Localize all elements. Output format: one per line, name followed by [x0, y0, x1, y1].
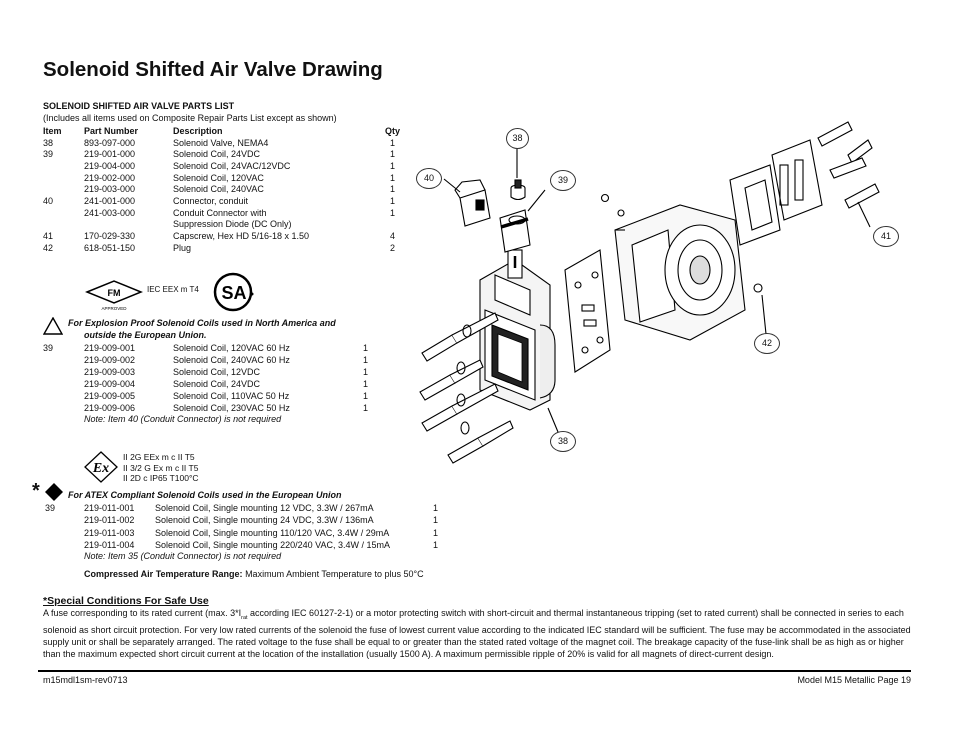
special-text-b: according IEC 60127-2-1) or a motor protecting switch with short-circuit and thermal instantaneous tripping (set to rated current) shall be connected in series to each solenoid as short circuit protection. For very low rated currents of the solenoid the fuse of lowest current value according to the indicated IEC standard will be sufficient. The fuse may be accommodated in the associated supply unit or shall be separately arranged. The rated voltage to the fuse shall be equal to or greater than the stated rated voltage of the magnet coil. The breakage capacity of the fuse-link shall be as high as or higher than the maximum expected short circuit current at the location of the installation (usually 1500 A). A maximum permissible ripple of 20% is valid for all magnets of direct-current design.	[43, 608, 911, 659]
cell-desc: Solenoid Valve, NEMA4	[173, 137, 269, 148]
cell-item: 39	[43, 149, 54, 160]
cell-desc: Plug	[173, 242, 192, 253]
cell-desc: Solenoid Coil, Single mounting 110/120 VAC, 3.4W / 29mA	[155, 527, 390, 538]
cell-desc: Solenoid Coil, 24VDC	[173, 149, 261, 160]
cell-desc: Solenoid Coil, Single mounting 220/240 VAC, 3.4W / 15mA	[155, 539, 390, 550]
cell-qty: 1	[433, 503, 439, 513]
cell-desc: Solenoid Coil, 120VAC 60 Hz	[173, 343, 290, 353]
table-row	[43, 539, 463, 551]
cell-item: 42	[43, 242, 54, 253]
solenoid-coil	[500, 210, 530, 252]
cell-qty: 1	[390, 207, 396, 218]
iec-marking: IEC EEX m T4	[147, 285, 199, 294]
callout-38-bottom: 38	[550, 431, 576, 452]
cell-desc: Solenoid Coil, 24VDC	[173, 379, 261, 389]
cell-qty: 1	[390, 160, 396, 171]
cell-desc: Solenoid Coil, 240VAC 60 Hz	[173, 355, 290, 365]
explosion-proof-heading-1: For Explosion Proof Solenoid Coils used in North America and	[68, 318, 336, 328]
cell-qty: 1	[390, 196, 396, 206]
csa-logo	[213, 272, 255, 312]
cell-qty: 1	[363, 355, 369, 365]
capscrews-right	[818, 122, 879, 208]
table-row	[43, 527, 463, 539]
air-temperature-range	[84, 569, 424, 579]
footer-doc-id: m15mdl1sm-rev0713	[43, 675, 128, 685]
cell-qty: 1	[433, 527, 439, 538]
cell-desc: Solenoid Coil, Single mounting 12 VDC, 3.3W / 267mA	[155, 503, 374, 513]
ex-logo-text: Ex	[92, 461, 110, 476]
cell-part: 219-011-001	[84, 503, 135, 513]
cell-part: 219-009-002	[84, 355, 136, 365]
fm-logo-sub: APPROVED	[101, 306, 127, 311]
cell-qty: 1	[390, 137, 396, 148]
fm-approved-logo	[84, 278, 144, 312]
csa-logo-text: SA	[221, 283, 247, 303]
cell-qty: 1	[363, 343, 369, 353]
cell-qty: 1	[390, 184, 396, 195]
footer-page-info: Model M15 Metallic Page 19	[797, 675, 911, 685]
end-cap-plate	[730, 140, 822, 245]
cell-part: 219-001-000	[84, 149, 136, 160]
special-text-a: A fuse corresponding to its rated current (max. 3*I	[43, 608, 242, 618]
cell-qty: 1	[363, 391, 369, 401]
parts-list-subheading: (Includes all items used on Composite Repair Parts List except as shown)	[43, 113, 337, 123]
cell-qty: 1	[363, 367, 369, 377]
atex-marking-line: II 3/2 G Ex m c II T5	[123, 462, 199, 473]
fm-logo-text: FM	[107, 288, 121, 298]
table-row	[43, 514, 463, 526]
callout-42: 42	[754, 333, 780, 354]
warning-triangle-icon	[43, 317, 63, 335]
callout-39: 39	[550, 170, 576, 191]
atex-marking	[123, 452, 199, 484]
cell-desc: Solenoid Coil, 12VDC	[173, 367, 261, 377]
cell-qty: 1	[363, 379, 369, 389]
callout-40: 40	[416, 168, 442, 189]
callout-38-top: 38	[506, 128, 529, 149]
table-row	[43, 502, 463, 514]
cell-qty: 1	[363, 403, 369, 413]
callout-41: 41	[873, 226, 899, 247]
atex-note: Note: Item 35 (Conduit Connector) is not required	[84, 551, 282, 561]
valve-block	[615, 205, 745, 340]
col-description: Description	[173, 126, 223, 136]
col-qty: Qty	[385, 126, 401, 136]
diamond-icon	[45, 483, 63, 501]
col-part-number: Part Number	[84, 126, 139, 136]
cell-item: 39	[45, 503, 56, 513]
atex-marking-line: II 2D c IP65 T100°C	[123, 473, 199, 483]
cell-part: 219-004-000	[84, 160, 136, 171]
cell-part: 219-009-001	[84, 343, 136, 353]
air-temp-value: Maximum Ambient Temperature to plus 50°C	[245, 569, 424, 579]
page-title: Solenoid Shifted Air Valve Drawing	[43, 58, 383, 81]
coil-nut	[511, 180, 525, 200]
cell-item: 41	[43, 231, 54, 242]
cell-desc: Capscrew, Hex HD 5/16-18 x 1.50	[173, 231, 310, 242]
special-subscript: rat	[241, 614, 248, 621]
cell-qty: 1	[390, 149, 396, 160]
explosion-proof-note: Note: Item 40 (Conduit Connector) is not required	[84, 414, 282, 424]
parts-list-header	[43, 125, 403, 137]
cell-qty: 1	[433, 539, 439, 550]
air-temp-label: Compressed Air Temperature Range:	[84, 569, 243, 579]
cell-part: 618-051-150	[84, 242, 136, 253]
cell-part: 241-003-000	[84, 207, 136, 218]
cell-desc: Connector, conduit	[173, 196, 249, 206]
exploded-valve-drawing	[400, 110, 920, 470]
star-symbol: *	[32, 480, 40, 502]
cell-part: 219-011-002	[84, 515, 135, 526]
cell-part: 219-009-005	[84, 391, 136, 401]
conduit-connector	[455, 180, 490, 226]
cell-qty: 1	[433, 515, 439, 526]
cell-desc: Solenoid Coil, 110VAC 50 Hz	[173, 391, 290, 401]
parts-list-heading: SOLENOID SHIFTED AIR VALVE PARTS LIST	[43, 101, 235, 111]
cell-part: 219-003-000	[84, 184, 136, 195]
special-conditions-heading: *Special Conditions For Safe Use	[43, 595, 209, 607]
gasket-plate	[565, 250, 610, 372]
cell-item: 39	[43, 343, 54, 353]
ex-atex-logo	[84, 451, 118, 483]
cell-desc: Suppression Diode (DC Only)	[173, 219, 292, 230]
cell-part: 219-009-003	[84, 367, 136, 377]
special-conditions-text	[43, 607, 911, 660]
cell-item: 40	[43, 196, 54, 206]
cell-qty: 2	[390, 242, 396, 253]
footer-rule	[38, 670, 911, 672]
cell-part: 219-002-000	[84, 172, 136, 183]
cell-part: 219-011-003	[84, 527, 135, 538]
explosion-proof-heading-2: outside the European Union.	[84, 330, 207, 340]
cell-desc: Solenoid Coil, 120VAC	[173, 172, 264, 183]
cell-item: 38	[43, 137, 54, 148]
atex-marking-line: II 2G EEx m c II T5	[123, 452, 195, 462]
cell-part: 219-011-004	[84, 539, 135, 550]
cell-desc: Solenoid Coil, 230VAC 50 Hz	[173, 403, 290, 413]
cell-desc: Solenoid Coil, 24VAC/12VDC	[173, 160, 291, 171]
cell-part: 170-029-330	[84, 231, 136, 242]
cell-part: 219-009-004	[84, 379, 136, 389]
cell-qty: 1	[390, 172, 396, 183]
cell-desc: Solenoid Coil, 240VAC	[173, 184, 264, 195]
atex-heading: For ATEX Compliant Solenoid Coils used in the European Union	[68, 490, 342, 500]
cell-qty: 4	[390, 231, 396, 242]
cell-desc: Conduit Connector with	[173, 207, 267, 218]
cell-part: 219-009-006	[84, 403, 136, 413]
cell-part: 893-097-000	[84, 137, 136, 148]
cell-desc: Solenoid Coil, Single mounting 24 VDC, 3.3W / 136mA	[155, 515, 374, 526]
col-item: Item	[43, 126, 62, 136]
cell-part: 241-001-000	[84, 196, 136, 206]
